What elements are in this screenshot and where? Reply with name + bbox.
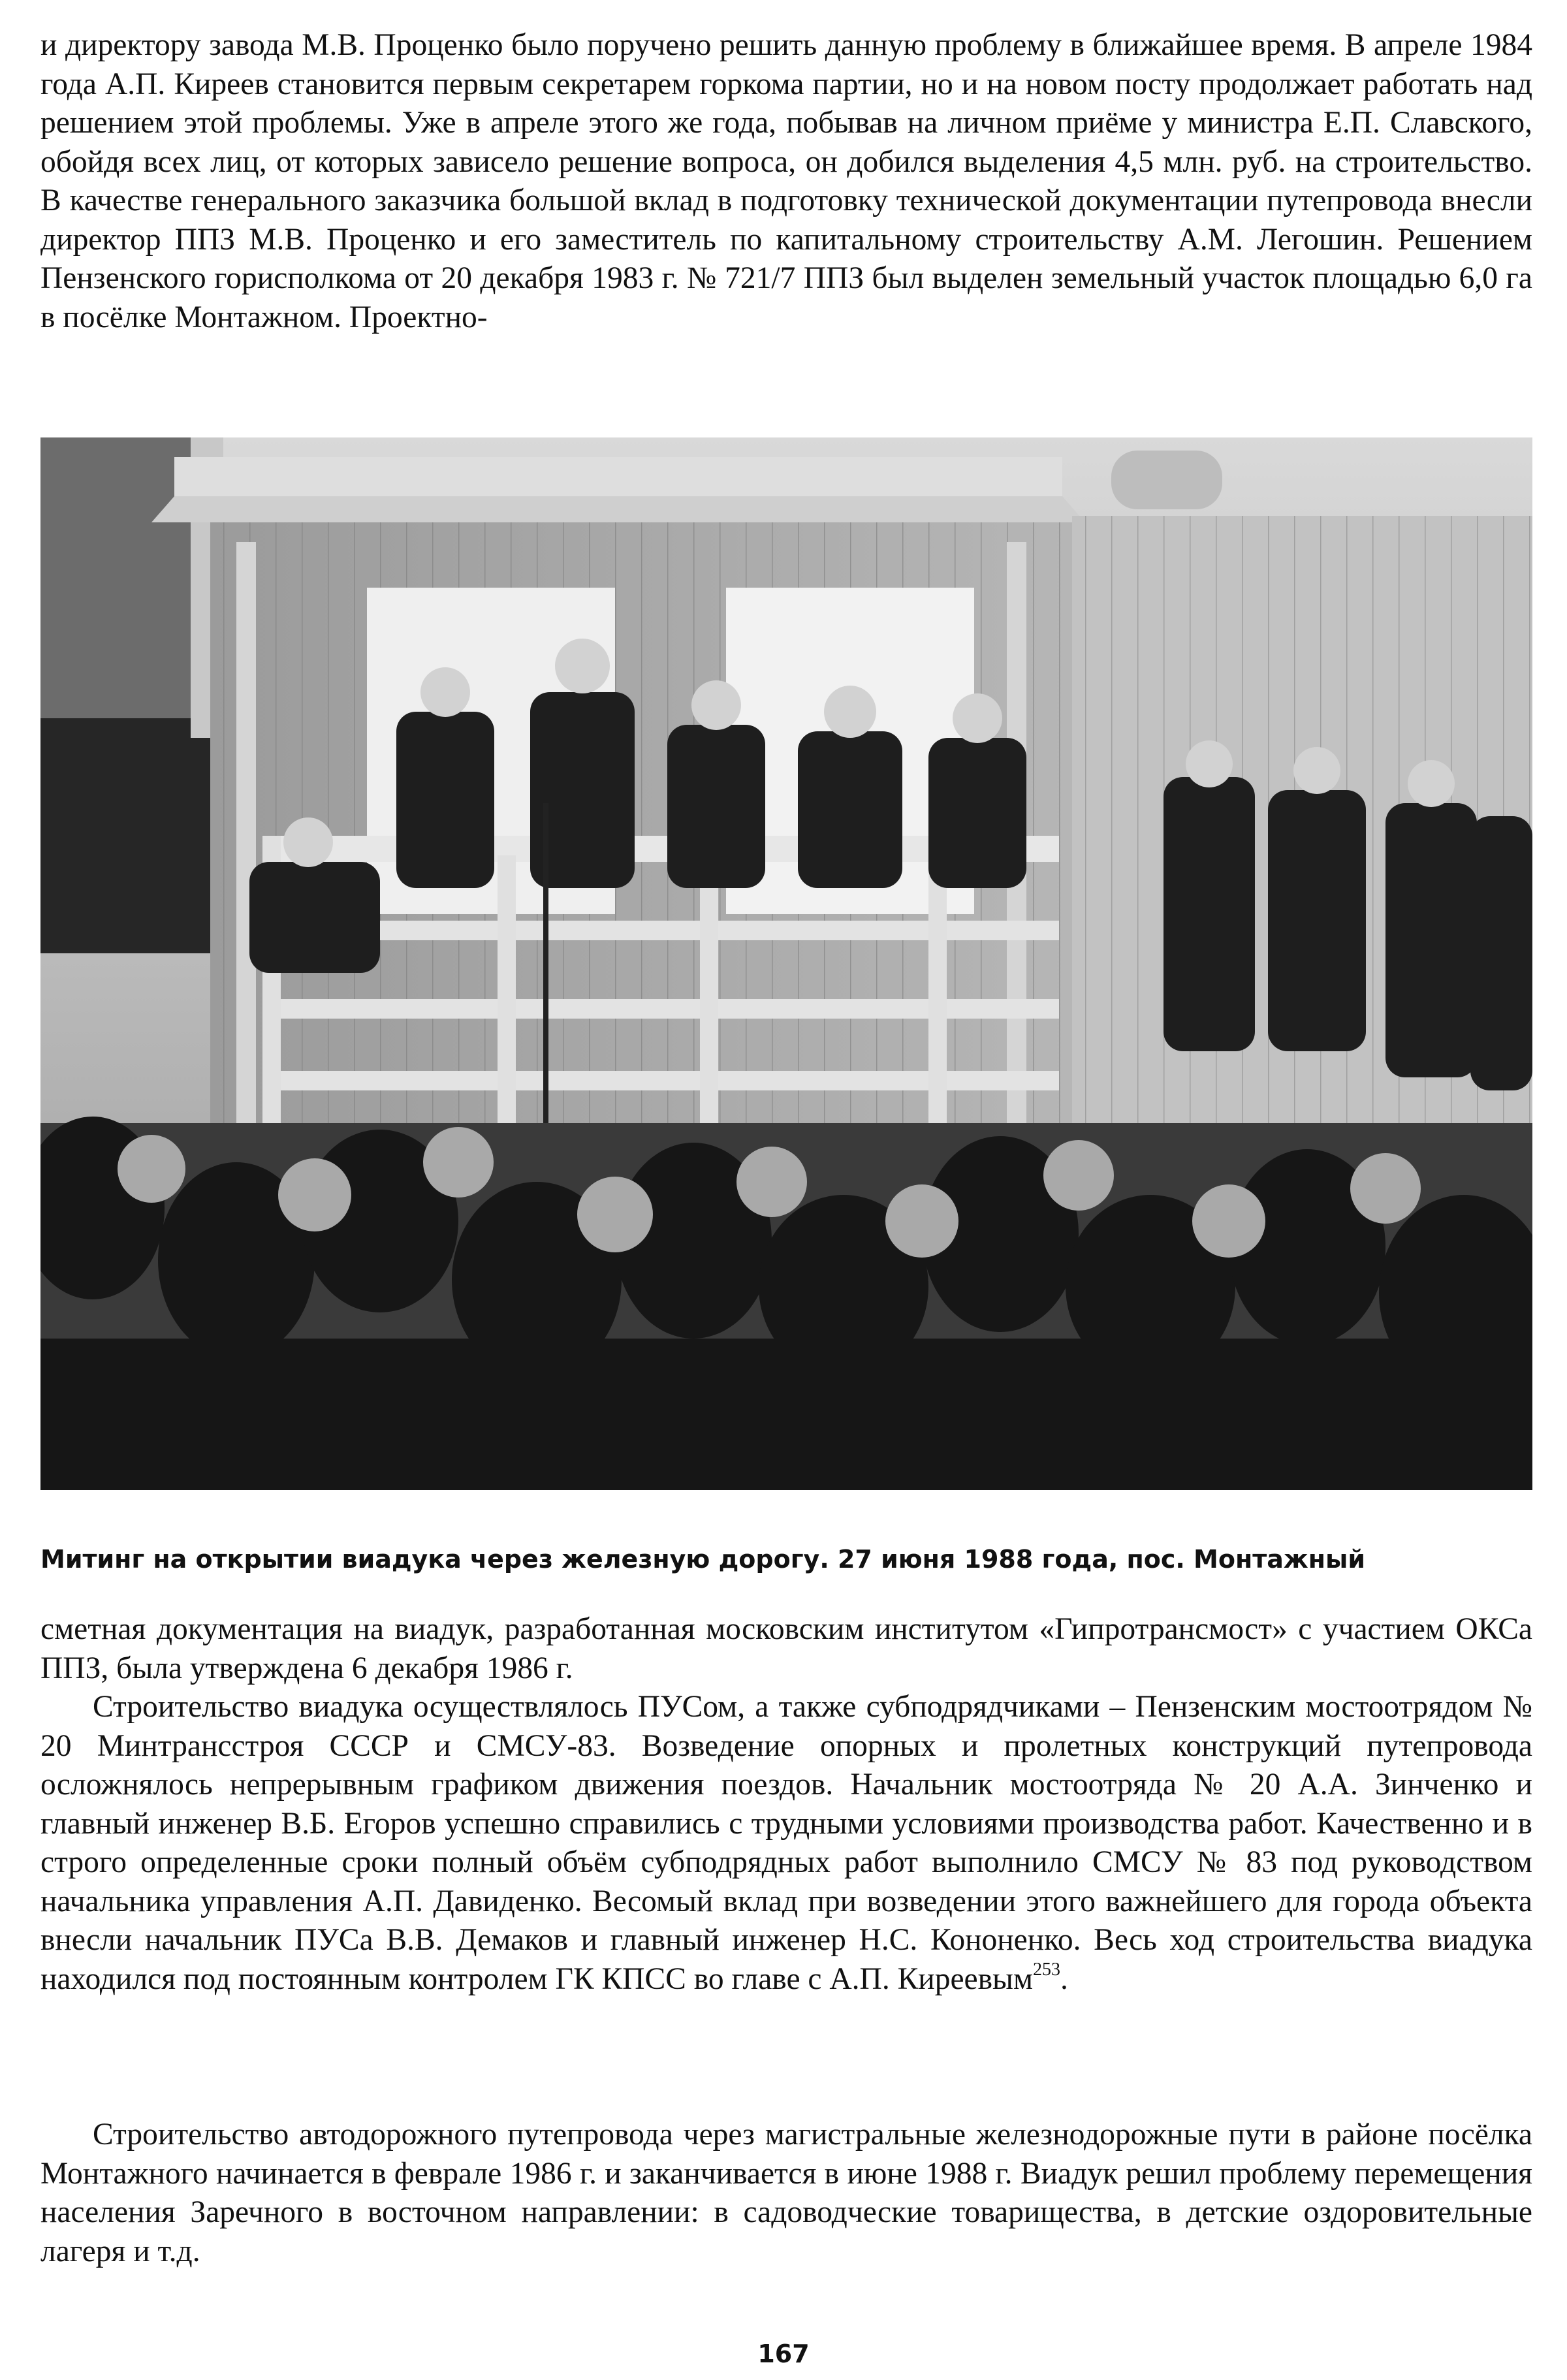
rally-photo (40, 437, 1532, 1490)
rally-photo-illustration (40, 437, 1532, 1490)
paragraph-construction (40, 1688, 1532, 1999)
photo-caption: Митинг на открытии виадука через железную дорогу. 27 июня 1988 года, пос. Монтажный (40, 1545, 1365, 1574)
paragraph-overpass: Строительство автодорожного путепровода через магистральные железнодорожные пути в районе посёлка Монтажного начинается в феврале 1986 г. и заканчивается в июне 1988 г. Виадук решил проблему перемещения населения Заречного в восточном направлении: в садоводческие товарищества, в детские оздоровительные лагеря и т.д. (40, 2118, 1532, 2268)
paragraph-construction-end: . (1060, 1961, 1068, 1996)
page-number: 167 (757, 2340, 810, 2368)
paragraph-continued: сметная документация на виадук, разработанная московским институтом «Гипротрансмост» с участием ОКСа ППЗ, была утверждена 6 декабря 1986 г. (40, 1612, 1532, 1685)
paragraph-top: и директору завода М.В. Проценко было поручено решить данную проблему в ближайшее время. В апреле 1984 года А.П. Киреев становится первым секретарем горкома партии, но и на новом посту продолжает работать над решением этой проблемы. Уже в апреле этого же года, побывав на личном приёме у министра Е.П. Славского, обойдя всех лиц, от которых зависело решение вопроса, он добился выделения 4,5 млн. руб. на строительство. В качестве генерального заказчика большой вклад в подготовку технической документации путепровода внесли директор ППЗ М.В. Проценко и его заместитель по капитальному строительству А.М. Легошин. Решением Пензенского горисполкома от 20 декабря 1983 г. № 721/7 ППЗ был выделен земельный участок площадью 6,0 га в посёлке Монтажном. Проектно- (40, 28, 1532, 334)
paragraph-construction-text: Строительство виадука осуществлялось ПУСом, а также субподрядчиками – Пензенским мостоотрядом № 20 Минтрансстроя СССР и СМСУ-83. Возведение опорных и пролетных конструкций путепровода осложнялось непрерывным графиком движения поездов. Начальник мостоотряда № 20 А.А. Зинченко и главный инженер В.Б. Егоров успешно справились с трудными условиями производства работ. Качественно и в строго определенные сроки полный объём субподрядных работ выполнило СМСУ № 83 под руководством начальника управления А.П. Давиденко. Весомый вклад при возведении этого важнейшего для города объекта внесли начальник ПУСа В.В. Демаков и главный инженер Н.С. Кононенко. Весь ход строительства виадука находился под постоянным контролем ГК КПСС во главе с А.П. Киреевым (40, 1690, 1532, 1996)
footnote-ref: 253 (1033, 1959, 1061, 1980)
